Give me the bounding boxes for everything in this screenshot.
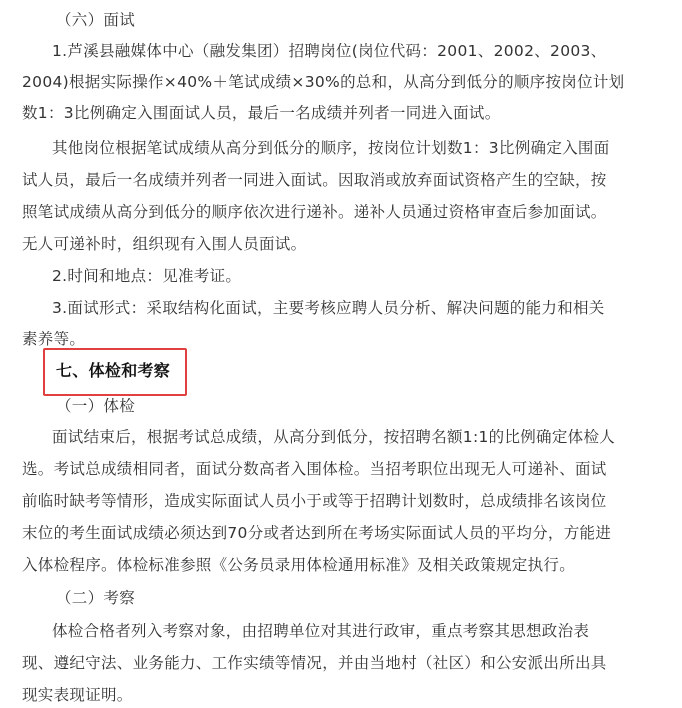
- paragraph-line: 末位的考生面试成绩必须达到70分或者达到所在考场实际面试人员的平均分，方能进: [22, 524, 612, 542]
- paragraph-line: 体检合格者列入考察对象，由招聘单位对其进行政审，重点考察其思想政治表: [52, 622, 590, 640]
- paragraph-line: 其他岗位根据笔试成绩从高分到低分的顺序，按岗位计划数1：3比例确定入围面: [52, 139, 610, 157]
- paragraph-line: 现实表现证明。: [22, 686, 133, 704]
- paragraph-line: 前临时缺考等情形，造成实际面试人员小于或等于招聘计划数时，总成绩排名该岗位: [22, 492, 607, 510]
- paragraph-line: 2004)根据实际操作×40%＋笔试成绩×30%的总和，从高分到低分的顺序按岗位计划: [22, 73, 625, 91]
- paragraph-line: 面试结束后，根据考试总成绩，从高分到低分，按招聘名额1:1的比例确定体检人: [52, 428, 616, 446]
- section-heading-physical-exam: 七、体检和考察: [56, 361, 171, 380]
- paragraph-line: 现、遵纪守法、业务能力、工作实绩等情况，并由当地村（社区）和公安派出所出具: [22, 654, 607, 672]
- subsection-heading-interview: （六）面试: [56, 11, 136, 29]
- paragraph-line: 数1：3比例确定入围面试人员，最后一名成绩并列者一同进入面试。: [22, 104, 501, 122]
- paragraph-line: 入体检程序。体检标准参照《公务员录用体检通用标准》及相关政策规定执行。: [22, 556, 576, 574]
- subsection-heading-inspection: （二）考察: [56, 589, 136, 607]
- paragraph-line: 照笔试成绩从高分到低分的顺序依次进行递补。递补人员通过资格审查后参加面试。: [22, 203, 607, 221]
- paragraph-line: 试人员，最后一名成绩并列者一同进入面试。因取消或放弃面试资格产生的空缺，按: [22, 171, 607, 189]
- paragraph-line: 3.面试形式：采取结构化面试，主要考核应聘人员分析、解决问题的能力和相关: [52, 299, 605, 317]
- paragraph-line: 选。考试总成绩相同者，面试分数高者入围体检。当招考职位出现无人可递补、面试: [22, 460, 607, 478]
- paragraph-line: 1.芦溪县融媒体中心（融发集团）招聘岗位(岗位代码：2001、2002、2003、: [52, 42, 607, 60]
- paragraph-line: 无人可递补时，组织现有入围人员面试。: [22, 235, 307, 253]
- subsection-heading-physical-exam: （一）体检: [56, 397, 136, 415]
- paragraph-line: 2.时间和地点：见准考证。: [52, 267, 242, 285]
- paragraph-line: 素养等。: [22, 330, 86, 348]
